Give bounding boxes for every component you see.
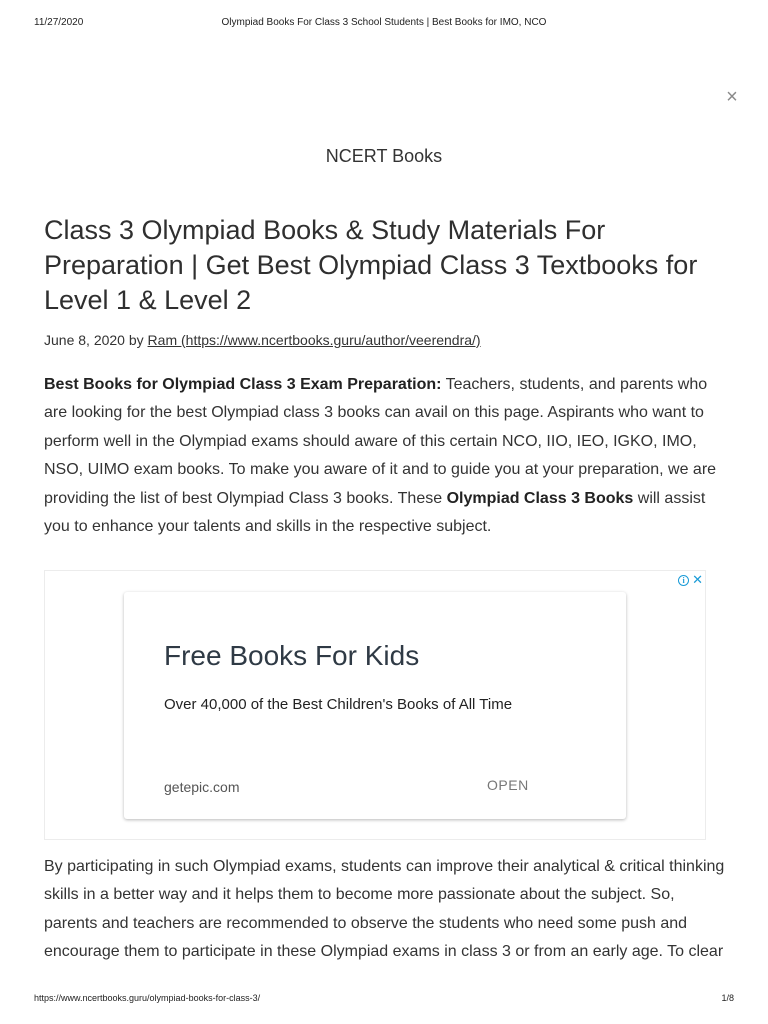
ad-headline[interactable]: Free Books For Kids: [164, 640, 420, 671]
ad-choices[interactable]: [678, 573, 703, 587]
author-link[interactable]: Ram (https://www.ncertbooks.guru/author/veerendra/): [147, 332, 481, 348]
advertisement[interactable]: [44, 570, 706, 840]
intro-text-b: will assist you to enhance your talents and skills in the respective subject.: [44, 489, 706, 536]
print-date: 11/27/2020: [34, 17, 84, 28]
site-name[interactable]: NCERT Books: [325, 146, 443, 166]
print-url: https://www.ncertbooks.guru/olympiad-books-for-class-3/: [34, 993, 261, 1003]
ad-card[interactable]: [124, 592, 626, 819]
intro-mid-bold: Olympiad Class 3 Books: [446, 489, 634, 507]
ad-open-button[interactable]: OPEN: [487, 777, 529, 793]
print-header: [0, 17, 768, 31]
post-meta: [44, 330, 734, 350]
intro-text-a: Teachers, students, and parents who are looking for the best Olympiad class 3 books can avail on this page. Aspirants who want to perform well in the Olympiad exams should aware of this certain NCO, IIO, IEO, IGKO, IMO, NSO, UIMO exam books. To make you aware of it and to guide you at your preparation, we are providing the list of best Olympiad Class 3 books. These: [44, 376, 717, 507]
body-paragraph-2: By participating in such Olympiad exams, students can improve their analytical & critical thinking skills in a better way and it helps them to become more passionate about the subject. So, parents and teachers are recommended to observe the students who need some push and encourage them to participate in these Olympiad exams in class 3 or from an early age. To clear: [44, 858, 725, 961]
post-title: Class 3 Olympiad Books & Study Materials For Preparation | Get Best Olympiad Class 3 Textbooks for Level 1 & Level 2: [44, 215, 698, 315]
post-date: June 8, 2020: [44, 332, 125, 348]
print-page-title: Olympiad Books For Class 3 School Students | Best Books for IMO, NCO: [221, 17, 547, 28]
page-number: 1/8: [721, 993, 734, 1003]
close-icon[interactable]: ×: [726, 86, 738, 108]
post-by: by: [128, 332, 144, 348]
ad-subtext: Over 40,000 of the Best Children's Books of All Time: [164, 696, 513, 713]
intro-lead-bold: Best Books for Olympiad Class 3 Exam Preparation:: [44, 376, 442, 393]
intro-paragraph: [44, 371, 728, 541]
ad-domain: getepic.com: [164, 779, 240, 795]
info-icon[interactable]: i: [678, 575, 689, 586]
ad-close-icon[interactable]: ✕: [692, 572, 703, 587]
print-footer: [0, 993, 768, 1007]
